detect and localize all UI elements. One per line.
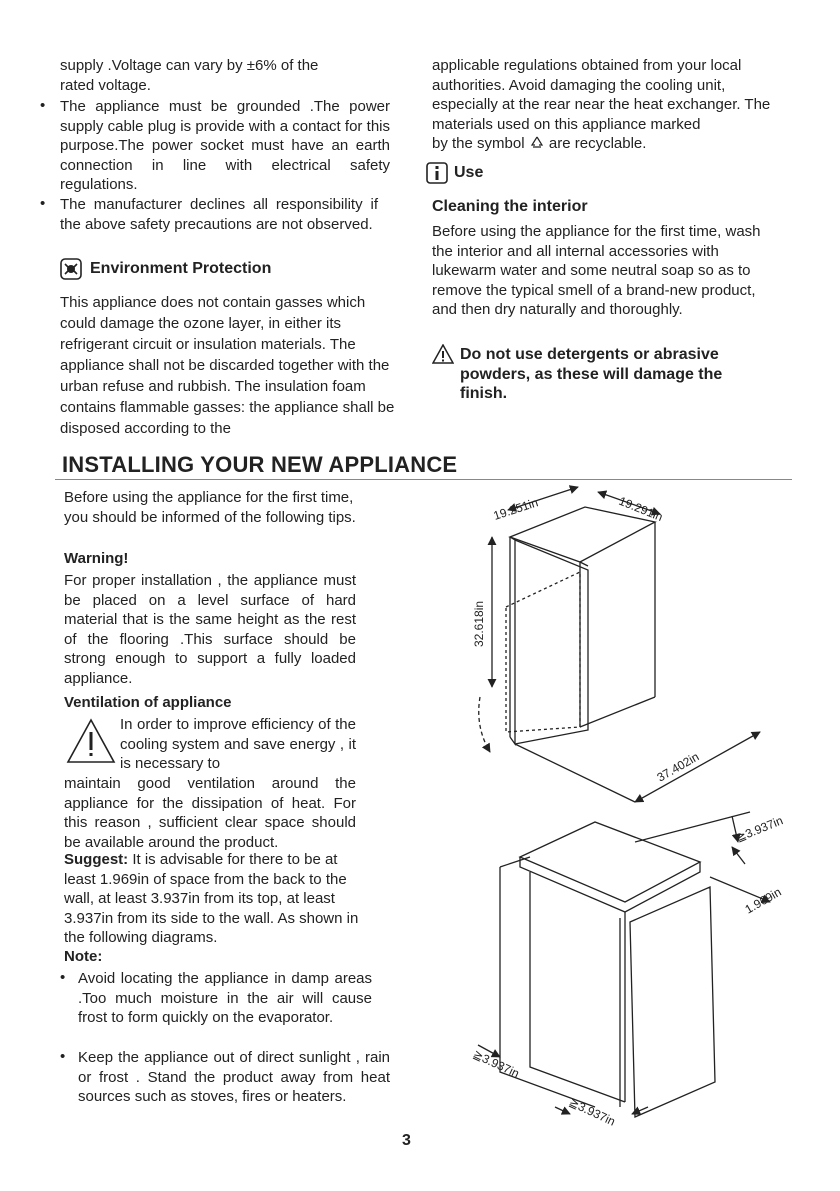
bullet-dot: • xyxy=(60,969,66,986)
vent-heading: Ventilation of appliance xyxy=(64,694,232,711)
clear-bottom-label: ≧3.937in xyxy=(566,1095,618,1129)
bullet-grounded: The appliance must be grounded .The power supply cable plug is provide with a contact for this purpose.The power socket must have an earth connection in line with electrical safety regulations. xyxy=(60,98,390,194)
applicable-text: applicable regulations obtained from your local authorities. Avoid damaging the cooling unit, especially at the rear near the heat exchanger. The materials used on this appliance marked xyxy=(432,57,771,133)
env-heading: Environment Protection xyxy=(90,260,272,277)
recycle-symbol-icon xyxy=(529,135,545,150)
suggest-label: Suggest: xyxy=(64,851,129,868)
bullet-manufacturer: The manufacturer declines all responsibility if the above safety precautions are not observed. xyxy=(60,196,378,233)
dim-height-label: 32.618in xyxy=(472,600,486,647)
note-item-1: Avoid locating the appliance in damp areas .Too much moisture in the air will cause frost to form quickly on the evaporator. xyxy=(78,970,372,1027)
top-wall-panel xyxy=(520,822,700,902)
warning-triangle-icon xyxy=(66,718,116,764)
info-icon xyxy=(426,162,448,184)
recycle-icon xyxy=(60,258,82,280)
install-intro: Before using the appliance for the first time, you should be informed of the following tips. xyxy=(64,489,356,526)
door-hinge xyxy=(510,537,515,744)
use-heading: Use xyxy=(454,164,484,181)
door-closed-outline xyxy=(506,572,580,732)
side-wall-right xyxy=(630,887,715,1117)
env-text: This appliance does not contain gasses which could damage the ozone layer, in either its refrigerant circuit or insulation materials. The appliance shall not be discarded together with the urban refuse and rubbish. The insulation foam contains flammable gasses: the appliance shall be disposed according to the xyxy=(60,294,395,437)
symbol-line xyxy=(432,134,772,154)
dim-swing-line xyxy=(635,732,760,802)
door-swing-arrow xyxy=(479,697,490,752)
section-divider xyxy=(55,479,792,480)
vent-text-rest: maintain good ventilation around the appliance for the dissipation of heat. For this reason , sufficient clear space should be available around the product. xyxy=(64,775,356,851)
dim-depth-label: 19.291in xyxy=(616,493,665,525)
section-title: INSTALLING YOUR NEW APPLIANCE xyxy=(62,452,458,477)
warning-heading: Warning! xyxy=(64,550,129,567)
detergent-warning: Do not use detergents or abrasive powders, as these will damage the finish. xyxy=(460,346,723,403)
fridge-bottom-right xyxy=(580,697,655,727)
bullet-dot: • xyxy=(60,1048,66,1065)
warning-text: For proper installation , the appliance must be placed on a level surface of hard material that is the same height as the rest of the flooring .This surface should be strong enough to support a fully loaded appliance. xyxy=(64,572,356,687)
installation-diagram xyxy=(420,482,810,1137)
supply-line-1: supply .Voltage can vary by ±6% of the xyxy=(60,57,319,74)
symbol-line-pre: by the symbol xyxy=(432,135,525,152)
clear-left-label: ≧3.937in xyxy=(470,1047,522,1081)
suggest-paragraph xyxy=(64,850,360,948)
supply-line-2: rated voltage. xyxy=(60,77,151,94)
note-heading: Note: xyxy=(64,948,103,965)
cleaning-text: Before using the appliance for the first time, wash the interior and all internal accessories with lukewarm water and some neutral soap so as to remove the typical smell of a brand-new product, and then dry naturally and thoroughly. xyxy=(432,223,761,319)
clear-top-label: ≧3.937in xyxy=(733,813,785,845)
clear-back-label: 1.969in xyxy=(742,884,784,917)
open-door xyxy=(515,540,588,744)
suggest-text: It is advisable for there to be at least 1.969in of space from the back to the wall, at least 3.937in from its top, at least 3.937in from its side to the wall. As shown in the following diagrams. xyxy=(64,851,359,947)
bullet-dot: • xyxy=(40,97,46,114)
bullet-dot: • xyxy=(40,195,46,212)
page-number: 3 xyxy=(402,1132,411,1149)
note-item-2: Keep the appliance out of direct sunlight , rain or frost . Stand the product away from heat sources such as stoves, fires or heaters. xyxy=(78,1049,390,1106)
symbol-line-post: are recyclable. xyxy=(548,135,647,152)
dim-swing-label: 37.402in xyxy=(654,749,702,785)
cleaning-heading: Cleaning the interior xyxy=(432,198,588,215)
vent-text-indent: In order to improve efficiency of the cooling system and save energy , it is necessary to xyxy=(120,716,356,773)
fridge-top-face xyxy=(510,507,655,562)
dim-width-label: 19.251in xyxy=(491,495,540,523)
caution-icon xyxy=(432,344,454,364)
